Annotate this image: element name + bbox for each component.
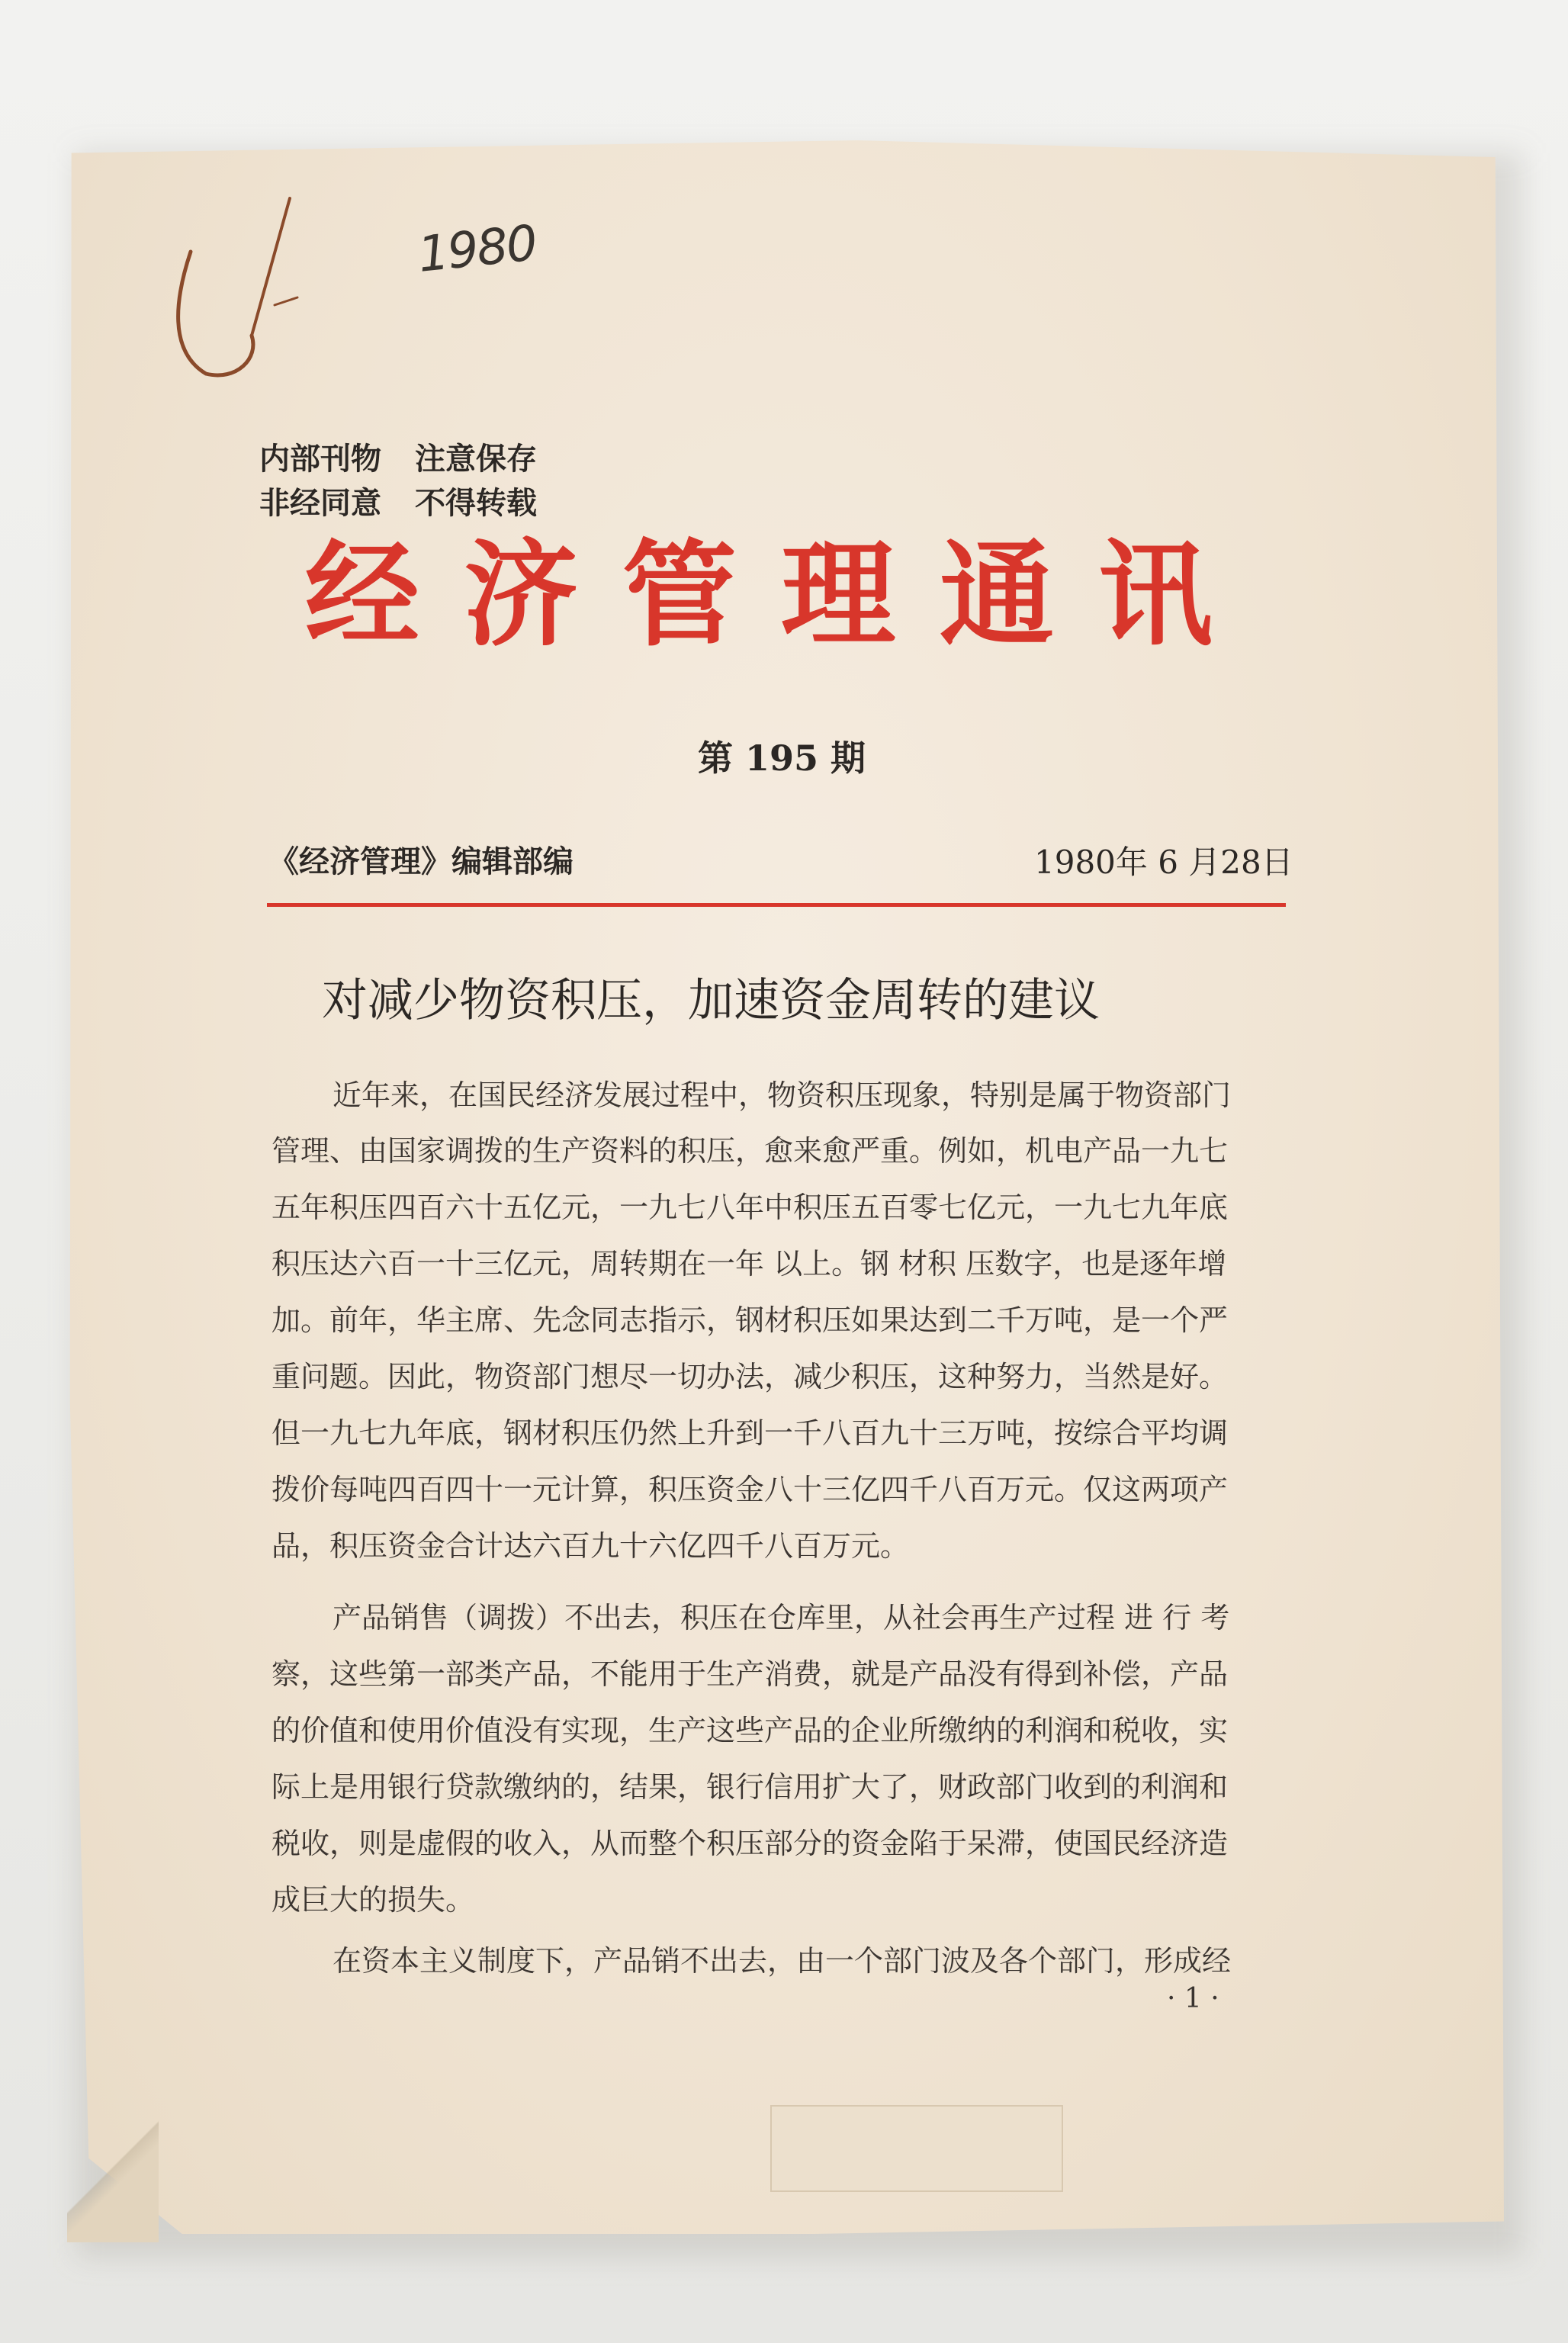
article-line: 加。前年，华主席、先念同志指示，钢材积压如果达到二千万吨，是一个严 — [272, 1303, 1229, 1337]
page-number: · 1 · — [1167, 1983, 1219, 2014]
article-line: 五年积压四百六十五亿元，一九七八年中积压五百零七亿元，一九七九年底 — [272, 1191, 1229, 1224]
paper-tab — [770, 2105, 1063, 2192]
notice-internal-publication: 内部刊物 — [259, 442, 381, 477]
header-divider — [267, 903, 1286, 907]
article-line: 产品销售（调拨）不出去，积压在仓库里，从社会再生产过程 进 行 考 — [333, 1601, 1230, 1634]
article-line: 察，这些第一部类产品，不能用于生产消费，就是产品没有得到补偿，产品 — [272, 1657, 1229, 1691]
article-line: 的价值和使用价值没有实现，生产这些产品的企业所缴纳的利润和税收，实 — [272, 1714, 1229, 1747]
internal-notice-line-1 — [259, 435, 537, 478]
issue-number: 第 195 期 — [698, 738, 866, 779]
article-line: 际上是用银行贷款缴纳的，结果，银行信用扩大了，财政部门收到的利润和 — [272, 1770, 1229, 1804]
folded-corner — [67, 2090, 159, 2242]
notice-without-consent: 非经同意 — [259, 486, 381, 521]
article-line: 积压达六百一十三亿元，周转期在一年 以上。钢 材积 压数字，也是逐年增 — [272, 1247, 1227, 1281]
notice-keep-safe: 注意保存 — [415, 442, 537, 477]
article-line: 拨价每吨四百四十一元计算，积压资金八十三亿四千八百万元。仅这两项产 — [272, 1473, 1229, 1506]
article-line: 重问题。因此，物资部门想尽一切办法，减少积压，这种努力，当然是好。 — [272, 1360, 1229, 1393]
publication-date: 1980年 6 月28日 — [1034, 844, 1293, 881]
pencil-check-mark — [160, 191, 313, 389]
article-line: 在资本主义制度下，产品销不出去，由一个部门波及各个部门，形成经 — [333, 1944, 1232, 1978]
article-line: 品，积压资金合计达六百九十六亿四千八百万元。 — [272, 1529, 910, 1563]
editorial-credit: 《经济管理》编辑部编 — [268, 844, 574, 879]
internal-notice-line-2 — [259, 479, 537, 522]
handwritten-year: 1980 — [415, 215, 539, 284]
article-title: 对减少物资积压，加速资金周转的建议 — [322, 974, 1100, 1027]
article-line: 但一九七九年底，钢材积压仍然上升到一千八百九十三万吨，按综合平均调 — [272, 1416, 1229, 1450]
article-line: 成巨大的损失。 — [272, 1883, 475, 1917]
notice-no-reprint: 不得转载 — [415, 486, 537, 521]
article-line: 税收，则是虚假的收入，从而整个积压部分的资金陷于呆滞，使国民经济造 — [272, 1827, 1229, 1860]
masthead-title: 经济管理通讯 — [305, 529, 1258, 662]
article-line: 管理、由国家调拨的生产资料的积压，愈来愈严重。例如，机电产品一九七 — [272, 1134, 1229, 1168]
article-line: 近年来，在国民经济发展过程中，物资积压现象，特别是属于物资部门 — [333, 1078, 1232, 1112]
